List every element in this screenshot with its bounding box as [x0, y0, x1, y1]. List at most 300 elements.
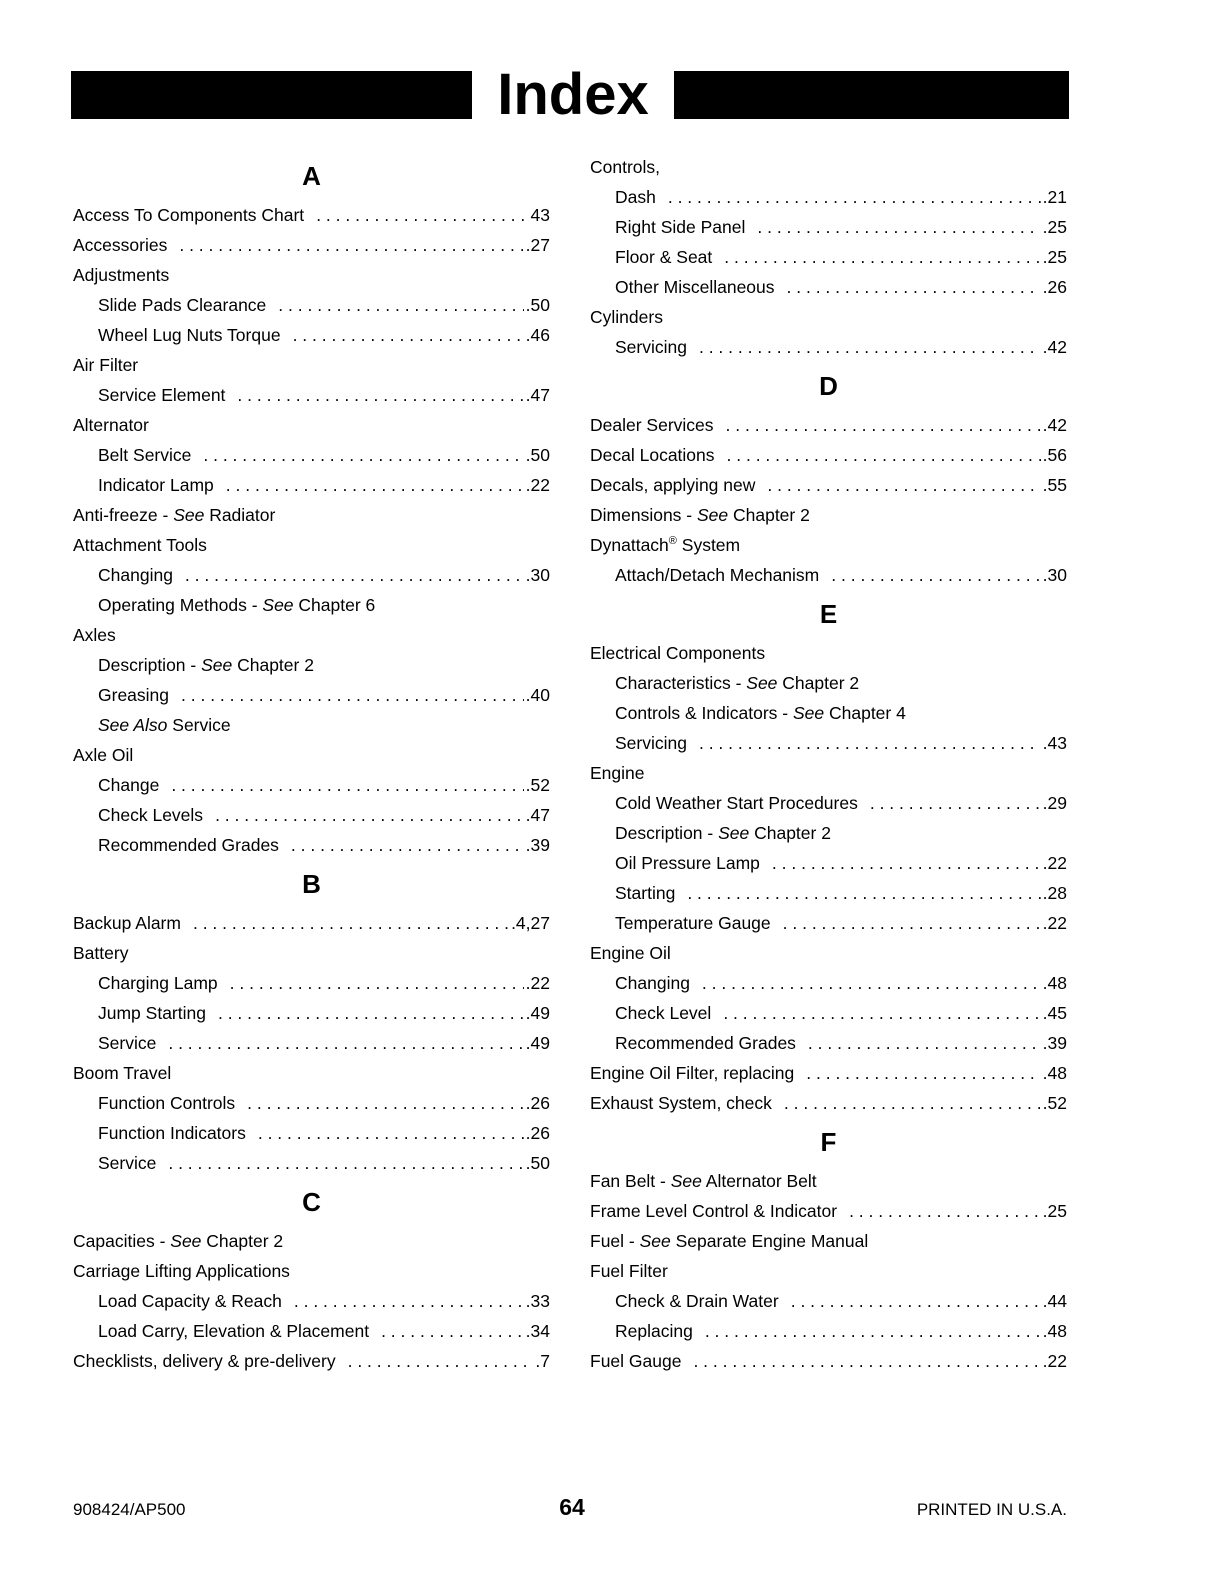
entry-text: Servicing — [615, 733, 687, 753]
document-number: 908424/AP500 — [73, 1500, 186, 1519]
entry-text: Charging Lamp — [98, 973, 218, 993]
entry-text: Check Levels — [98, 805, 204, 825]
page-reference: .4,27 — [511, 913, 550, 933]
dot-leader — [247, 1088, 524, 1118]
index-subentry — [590, 332, 1067, 362]
index-subentry — [590, 908, 1067, 938]
entry-text: Servicing — [615, 337, 687, 357]
index-entry — [590, 1058, 1067, 1088]
section-letter: B — [302, 869, 321, 899]
entry-text: Fan Belt - — [590, 1171, 671, 1191]
entry-text: Dynattach — [590, 535, 669, 555]
dot-leader — [726, 410, 1041, 440]
index-entry — [590, 440, 1067, 470]
entry-name — [615, 848, 760, 878]
entry-text: Engine Oil — [590, 943, 671, 963]
entry-text: Fuel Gauge — [590, 1351, 682, 1371]
index-entry — [73, 1226, 550, 1256]
entry-name — [73, 530, 207, 560]
dot-leader — [699, 728, 1041, 758]
entry-name — [590, 1346, 681, 1376]
dot-leader — [293, 320, 524, 350]
index-entry — [590, 1088, 1067, 1118]
entry-name — [98, 1088, 235, 1118]
entry-text: Boom Travel — [73, 1063, 172, 1083]
entry-name — [590, 758, 645, 788]
page-reference: .50 — [525, 1153, 550, 1173]
entry-name — [98, 1286, 282, 1316]
page-reference: .55 — [1042, 475, 1067, 495]
entry-text: Oil Pressure Lamp — [615, 853, 760, 873]
entry-text: Service Element — [98, 385, 226, 405]
dot-leader — [724, 242, 1040, 272]
index-column-left — [73, 152, 550, 1376]
index-column-right — [590, 152, 1067, 1376]
entry-text: Load Carry, Elevation & Placement — [98, 1321, 370, 1341]
index-subentry — [73, 440, 550, 470]
entry-text: Fuel - — [590, 1231, 640, 1251]
dot-leader — [218, 998, 524, 1028]
see-reference-target: Chapter 4 — [824, 703, 906, 723]
index-entry — [590, 302, 1067, 332]
index-entry — [73, 620, 550, 650]
page-header — [71, 60, 1069, 130]
page-reference: .25 — [1042, 1201, 1067, 1221]
entry-name — [73, 260, 169, 290]
dot-leader — [381, 1316, 524, 1346]
entry-text: Recommended Grades — [98, 835, 279, 855]
entry-name — [98, 710, 231, 740]
entry-name — [98, 290, 266, 320]
index-subentry — [73, 1286, 550, 1316]
dot-leader — [171, 770, 523, 800]
entry-text: Exhaust System, check — [590, 1093, 772, 1113]
index-subentry — [73, 1316, 550, 1346]
entry-name — [73, 410, 149, 440]
entry-name — [615, 968, 690, 998]
index-subentry — [590, 272, 1067, 302]
index-subentry — [590, 1286, 1067, 1316]
index-entry — [590, 1166, 1067, 1196]
entry-name — [590, 410, 714, 440]
dot-leader — [806, 1058, 1040, 1088]
entry-name — [590, 1166, 817, 1196]
entry-name — [98, 968, 218, 998]
page-footer — [0, 1496, 1224, 1526]
entry-text: Dash — [615, 187, 656, 207]
index-subentry — [73, 830, 550, 860]
entry-text: Slide Pads Clearance — [98, 295, 267, 315]
section-letter: E — [819, 599, 838, 629]
index-entry — [590, 530, 1067, 560]
entry-text: Check & Drain Water — [615, 1291, 779, 1311]
entry-text: Floor & Seat — [615, 247, 713, 267]
page-reference: .7 — [535, 1351, 550, 1371]
dot-leader — [831, 560, 1040, 590]
entry-text: Controls, — [590, 157, 661, 177]
entry-text: Changing — [615, 973, 690, 993]
entry-text: Cylinders — [590, 307, 663, 327]
entry-text: Other Miscellaneous — [615, 277, 775, 297]
entry-name — [98, 320, 281, 350]
entry-text: Attachment Tools — [73, 535, 207, 555]
section-letter: D — [819, 371, 838, 401]
page-title: Index — [497, 62, 649, 127]
see-reference-target: Chapter 2 — [749, 823, 831, 843]
entry-text: Axle Oil — [73, 745, 134, 765]
entry-name — [615, 182, 656, 212]
see-reference-word: See — [696, 505, 729, 525]
entry-name — [73, 1256, 290, 1286]
entry-name — [615, 272, 775, 302]
see-reference-word: See Also — [98, 715, 168, 735]
entry-text: Temperature Gauge — [615, 913, 771, 933]
index-entry — [73, 410, 550, 440]
entry-name — [73, 230, 167, 260]
index-subentry — [73, 1028, 550, 1058]
section-letter: C — [302, 1187, 321, 1217]
dot-leader — [757, 212, 1040, 242]
entry-text: Function Indicators — [98, 1123, 246, 1143]
index-subentry — [590, 668, 1067, 698]
dot-leader — [168, 1148, 523, 1178]
entry-name — [98, 1148, 156, 1178]
page-reference: .28 — [1042, 883, 1067, 903]
entry-text: Starting — [615, 883, 676, 903]
dot-leader — [193, 908, 509, 938]
page-reference: .29 — [1042, 793, 1067, 813]
see-reference-target: Chapter 6 — [293, 595, 376, 615]
see-reference-target: Separate Engine Manual — [670, 1231, 869, 1251]
dot-leader — [784, 1088, 1041, 1118]
page-reference: .49 — [525, 1003, 550, 1023]
page-reference: .27 — [525, 235, 550, 255]
see-reference-target: Chapter 2 — [728, 505, 810, 525]
header-bar-right — [674, 71, 1069, 119]
entry-text: Battery — [73, 943, 129, 963]
entry-name — [590, 1226, 868, 1256]
entry-name — [615, 878, 675, 908]
see-reference-word: See — [792, 703, 825, 723]
dot-leader — [258, 1118, 524, 1148]
entry-text: Anti-freeze - — [73, 505, 174, 525]
entry-name — [98, 560, 173, 590]
entry-name — [615, 698, 906, 728]
dot-leader — [727, 440, 1041, 470]
dot-leader — [849, 1196, 1041, 1226]
page-reference: .52 — [525, 775, 550, 795]
entry-name — [98, 1316, 369, 1346]
entry-text: Dealer Services — [590, 415, 714, 435]
dot-leader — [294, 1286, 524, 1316]
page-reference: .52 — [1042, 1093, 1067, 1113]
entry-text: Decal Locations — [590, 445, 715, 465]
entry-text: Dimensions - — [590, 505, 697, 525]
entry-name — [590, 938, 671, 968]
index-entry — [73, 350, 550, 380]
index-subentry — [73, 590, 550, 620]
see-reference-target: System — [676, 535, 741, 555]
index-subentry — [73, 320, 550, 350]
entry-name — [615, 728, 687, 758]
entry-name — [590, 1088, 772, 1118]
index-subentry — [590, 878, 1067, 908]
index-entry — [73, 1256, 550, 1286]
header-bar-left — [71, 71, 472, 119]
dot-leader — [230, 968, 524, 998]
entry-name — [73, 938, 128, 968]
index-entry — [590, 1346, 1067, 1376]
entry-name — [98, 830, 279, 860]
index-entry — [73, 500, 550, 530]
dot-leader — [179, 230, 523, 260]
entry-text: Service — [98, 1033, 157, 1053]
entry-text: Capacities - — [73, 1231, 171, 1251]
page-reference: .26 — [525, 1123, 550, 1143]
see-reference-word: See — [718, 823, 750, 843]
page-reference: .50 — [525, 295, 550, 315]
entry-text: Right Side Panel — [615, 217, 746, 237]
index-subentry — [73, 770, 550, 800]
index-subentry — [73, 560, 550, 590]
dot-leader — [668, 182, 1041, 212]
entry-name — [615, 212, 745, 242]
entry-name — [590, 500, 810, 530]
dot-leader — [808, 1028, 1041, 1058]
index-entry — [590, 638, 1067, 668]
index-entry — [590, 758, 1067, 788]
entry-text: Change — [98, 775, 160, 795]
entry-name — [73, 200, 304, 230]
dot-leader — [699, 332, 1041, 362]
dot-leader — [185, 560, 524, 590]
entry-name — [590, 530, 740, 560]
entry-name — [73, 1226, 283, 1256]
index-subentry — [73, 290, 550, 320]
index-entry — [590, 1256, 1067, 1286]
page-reference: .25 — [1042, 247, 1067, 267]
entry-name — [590, 1058, 794, 1088]
page-reference: .48 — [1042, 1063, 1067, 1083]
entry-text: Air Filter — [73, 355, 139, 375]
printed-note: PRINTED IN U.S.A. — [916, 1500, 1067, 1519]
entry-name — [590, 152, 660, 182]
page-reference: .48 — [1042, 1321, 1067, 1341]
index-entry — [73, 200, 550, 230]
see-reference-word: See — [746, 673, 778, 693]
dot-leader — [687, 878, 1040, 908]
index-entry — [590, 1226, 1067, 1256]
dot-leader — [767, 470, 1040, 500]
entry-name — [615, 788, 858, 818]
index-subentry — [590, 788, 1067, 818]
entry-text: Indicator Lamp — [98, 475, 214, 495]
entry-text: Checklists, delivery & pre-delivery — [73, 1351, 336, 1371]
registered-mark: ® — [668, 535, 677, 548]
index-entry — [73, 530, 550, 560]
page-reference: .42 — [1042, 337, 1067, 357]
entry-text: Load Capacity & Reach — [98, 1291, 282, 1311]
page-reference: .34 — [525, 1321, 550, 1341]
entry-name — [98, 470, 214, 500]
index-subentry — [590, 698, 1067, 728]
entry-name — [98, 1028, 156, 1058]
entry-text: Engine — [590, 763, 645, 783]
index-entry — [73, 260, 550, 290]
page-reference: .50 — [525, 445, 550, 465]
entry-name — [98, 440, 191, 470]
dot-leader — [348, 1346, 534, 1376]
page-reference: .26 — [1042, 277, 1067, 297]
entry-name — [98, 590, 375, 620]
page-reference: 43 — [530, 205, 550, 225]
index-subentry — [590, 1316, 1067, 1346]
entry-name — [590, 1256, 668, 1286]
entry-text: Jump Starting — [98, 1003, 206, 1023]
see-reference-target: Chapter 2 — [232, 655, 314, 675]
see-reference-target: Service — [167, 715, 231, 735]
index-subentry — [590, 728, 1067, 758]
entry-text: Engine Oil Filter, replacing — [590, 1063, 795, 1083]
page-reference: .22 — [525, 973, 550, 993]
index-subentry — [73, 680, 550, 710]
entry-name — [615, 560, 819, 590]
index-entry — [73, 740, 550, 770]
dot-leader — [791, 1286, 1041, 1316]
index-subentry — [73, 380, 550, 410]
entry-name — [615, 668, 859, 698]
dot-leader — [316, 200, 528, 230]
entry-text: Cold Weather Start Procedures — [615, 793, 858, 813]
entry-name — [98, 650, 314, 680]
entry-name — [590, 1196, 837, 1226]
section-letter: F — [820, 1127, 837, 1157]
entry-text: Backup Alarm — [73, 913, 181, 933]
dot-leader — [705, 1316, 1041, 1346]
index-subentry — [73, 710, 550, 740]
dot-leader — [702, 968, 1041, 998]
page-reference: .33 — [525, 1291, 550, 1311]
page-reference: .46 — [525, 325, 550, 345]
dot-leader — [203, 440, 523, 470]
dot-leader — [278, 290, 523, 320]
index-subentry — [73, 1148, 550, 1178]
dot-leader — [870, 788, 1041, 818]
entry-name — [73, 908, 181, 938]
section-letter: A — [302, 161, 321, 191]
entry-text: Carriage Lifting Applications — [73, 1261, 290, 1281]
entry-name — [615, 818, 831, 848]
index-entry — [590, 410, 1067, 440]
entry-name — [98, 680, 169, 710]
dot-leader — [693, 1346, 1040, 1376]
page-number: 64 — [559, 1494, 585, 1520]
dot-leader — [783, 908, 1041, 938]
entry-text: Frame Level Control & Indicator — [590, 1201, 838, 1221]
entry-name — [615, 332, 687, 362]
entry-text: Axles — [73, 625, 116, 645]
entry-name — [590, 638, 765, 668]
index-entry — [590, 500, 1067, 530]
index-entry — [73, 1058, 550, 1088]
see-reference-word: See — [173, 505, 205, 525]
entry-text: Accessories — [73, 235, 168, 255]
entry-name — [615, 998, 711, 1028]
entry-text: Operating Methods - — [98, 595, 263, 615]
entry-text: Check Level — [615, 1003, 712, 1023]
entry-name — [98, 998, 206, 1028]
page-reference: .56 — [1042, 445, 1067, 465]
entry-name — [98, 800, 203, 830]
entry-text: Greasing — [98, 685, 170, 705]
index-entry — [590, 1196, 1067, 1226]
page-reference: .47 — [525, 385, 550, 405]
entry-name — [98, 770, 159, 800]
index-entry — [590, 938, 1067, 968]
index-subentry — [73, 998, 550, 1028]
page-reference: .45 — [1042, 1003, 1067, 1023]
index-entry — [590, 152, 1067, 182]
see-reference-target: Chapter 2 — [777, 673, 860, 693]
page-reference: .30 — [1042, 565, 1067, 585]
entry-text: Alternator — [73, 415, 149, 435]
page-reference: .26 — [525, 1093, 550, 1113]
entry-text: Access To Components Chart — [73, 205, 305, 225]
see-reference-target: Radiator — [204, 505, 276, 525]
page-reference: .43 — [1042, 733, 1067, 753]
entry-name — [615, 1028, 796, 1058]
see-reference-target: Alternator Belt — [701, 1171, 817, 1191]
entry-name — [590, 470, 755, 500]
entry-name — [73, 620, 116, 650]
index-entry — [73, 908, 550, 938]
entry-text: Description - — [615, 823, 719, 843]
index-subentry — [73, 1118, 550, 1148]
entry-name — [590, 440, 715, 470]
page-reference: .44 — [1042, 1291, 1067, 1311]
dot-leader — [291, 830, 524, 860]
entry-text: Attach/Detach Mechanism — [615, 565, 820, 585]
index-subentry — [590, 818, 1067, 848]
entry-name — [73, 350, 138, 380]
entry-text: Adjustments — [73, 265, 170, 285]
see-reference-word: See — [201, 655, 233, 675]
index-subentry — [590, 848, 1067, 878]
index-entry — [73, 230, 550, 260]
index-subentry — [590, 560, 1067, 590]
page-reference: .22 — [525, 475, 550, 495]
entry-name — [615, 242, 712, 272]
page-reference: .49 — [525, 1033, 550, 1053]
page-reference: .42 — [1042, 415, 1067, 435]
see-reference-word: See — [639, 1231, 671, 1251]
index-subentry — [590, 182, 1067, 212]
entry-text: Decals, applying new — [590, 475, 756, 495]
page-reference: .48 — [1042, 973, 1067, 993]
entry-text: Function Controls — [98, 1093, 236, 1113]
entry-text: Changing — [98, 565, 173, 585]
see-reference-target: Chapter 2 — [201, 1231, 284, 1251]
page-reference: .40 — [525, 685, 550, 705]
page-reference: .22 — [1042, 1351, 1067, 1371]
entry-text: Replacing — [615, 1321, 693, 1341]
entry-name — [615, 1286, 779, 1316]
page-reference: .47 — [525, 805, 550, 825]
page-reference: .25 — [1042, 217, 1067, 237]
entry-text: Characteristics - — [615, 673, 747, 693]
entry-text: Fuel Filter — [590, 1261, 668, 1281]
index-entry — [590, 470, 1067, 500]
